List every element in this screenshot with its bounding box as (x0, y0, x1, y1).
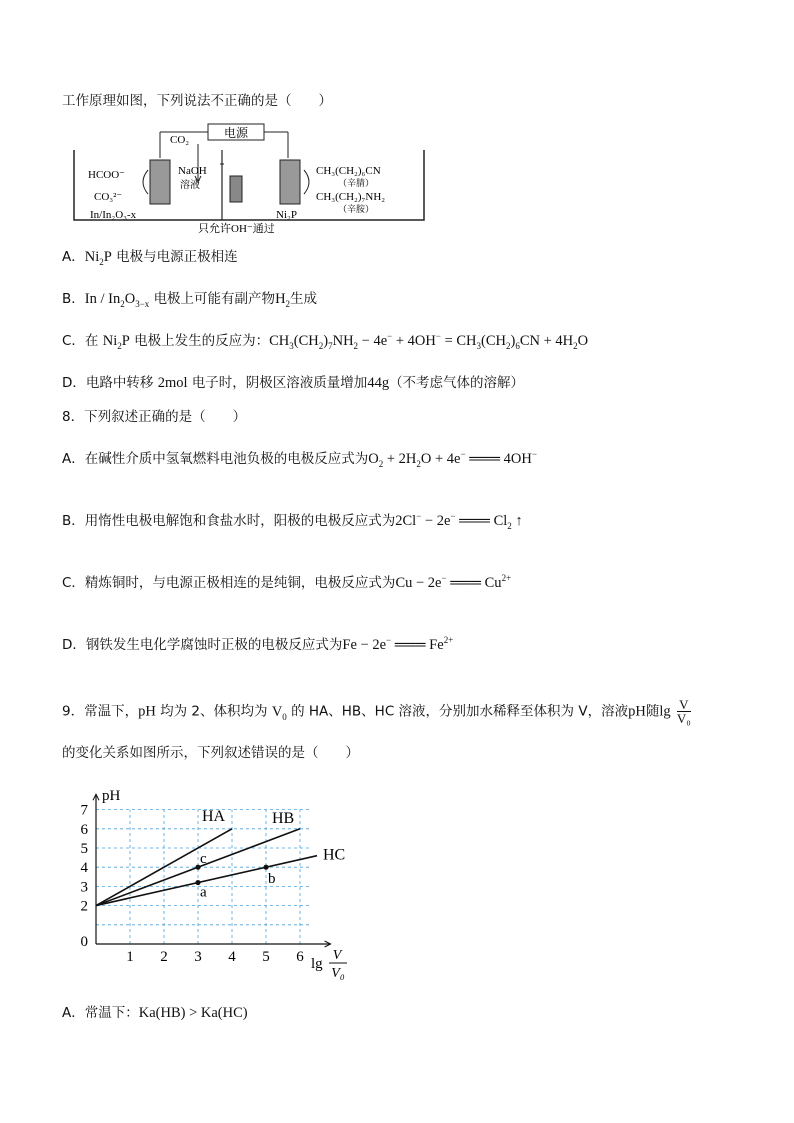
q8-option-a: A．在碱性介质中氢氧燃料电池负极的电极反应式为$O_2 + 2H_2O + 4e^-$ ═══ 4OH− (62, 449, 537, 469)
q9-option-a: A．常温下：Ka(HB) > Ka(HC) (62, 1005, 248, 1021)
point-label-a: a (200, 884, 207, 901)
y-tick-label: 2 (80, 898, 88, 915)
v-over-v0-fraction: $\frac{V}{\text{V₀}}$ (676, 697, 691, 726)
electrolysis-diagram (70, 122, 428, 234)
naoh-label: NaOH (178, 165, 207, 177)
right-bottom-name: （辛胺） (338, 204, 375, 214)
left-bottom-label: CO₃²⁻ (94, 191, 123, 203)
right-top-name: （辛腈） (338, 178, 375, 188)
x-axis-label-v0: V₀ (331, 966, 345, 981)
q8-option-b: B．用惰性电极电解饱和食盐水时，阳极的电极反应式为2Cl− − 2e− ═══ $Cl_2$ ↑ (62, 511, 523, 531)
y-tick-label: 6 (80, 821, 88, 838)
x-axis-label-v: V (332, 948, 342, 963)
q7-option-d: D．电路中转移 2mol 电子时，阴极区溶液质量增加44g（不考虑气体的溶解） (62, 375, 525, 391)
q8-stem: 8．下列叙述正确的是（ ） (62, 409, 247, 425)
left-top-label: HCOO⁻ (88, 169, 125, 181)
x-tick-label: 2 (160, 949, 168, 965)
q7-option-b: B．In / $In_2O_{3-x}$ 电极上可能有副产物$H_2$生成 (62, 291, 318, 309)
left-electrode-label: In/In₂O₃-x (90, 209, 137, 221)
q8-option-d: D．钢铁发生电化学腐蚀时正极的电极反应式为Fe − 2e− ═══ $Fe^{2+}$ (62, 635, 454, 653)
right-electrode-label: Ni₂P (276, 209, 297, 221)
y-tick-label: 4 (80, 860, 88, 877)
x-tick-label: 4 (228, 949, 236, 965)
y-tick-label: 3 (80, 879, 88, 896)
point-label-c: c (200, 851, 207, 868)
x-tick-label: 1 (126, 949, 134, 965)
q9-stem: 9．常温下，pH 均为 2、体积均为 $V_0$ 的 HA、HB、HC 溶液，分别加水稀释至体积为 V，溶液pH随lg $\frac{V}{\text{V₀}}$ (62, 697, 691, 726)
right-top-label: CH₃(CH₂)₆CN (316, 165, 381, 177)
power-label: 电源 (223, 126, 249, 140)
point-b (263, 865, 268, 870)
y-tick-label: 5 (80, 841, 88, 857)
y-tick-label: 7 (80, 802, 88, 819)
ph-dilution-chart (60, 776, 380, 986)
series-label-hc: HC (323, 846, 346, 864)
y-axis-label: pH (102, 788, 121, 805)
solution-label: 溶液 (180, 180, 200, 191)
x-axis-label-lg: lg (311, 956, 323, 972)
q7-stem: 工作原理如图，下列说法不正确的是（ ） (62, 93, 332, 109)
x-tick-label: 5 (262, 949, 270, 965)
series-label-hb: HB (272, 809, 295, 827)
x-tick-label: 3 (194, 949, 202, 965)
co2-label: CO₂ (170, 134, 190, 146)
series-label-ha: HA (202, 807, 226, 825)
x-tick-label: 6 (296, 949, 304, 965)
point-label-b: b (268, 871, 276, 888)
q9-stem-line2: 的变化关系如图所示，下列叙述错误的是（ ） (62, 745, 359, 761)
membrane-label: 只允许OH⁻通过 (198, 223, 275, 234)
q7-option-a: A．$Ni_2P$ 电极与电源正极相连 (62, 249, 238, 267)
right-bottom-label: CH₃(CH₂)₇NH₂ (316, 191, 386, 203)
q7-option-c: C．在 $Ni_2P$ 电极上发生的反应为：$CH_3(CH_2)_7NH_2 - 4e^- + 4OH^- = CH_3(CH_2)_6CN + 4H_2O$ (62, 331, 589, 351)
y-tick-label: 0 (80, 934, 88, 950)
q8-option-c: C．精炼铜时，与电源正极相连的是纯铜，电极反应式为Cu − 2e− ═══ $Cu^{2+}$ (62, 573, 512, 591)
